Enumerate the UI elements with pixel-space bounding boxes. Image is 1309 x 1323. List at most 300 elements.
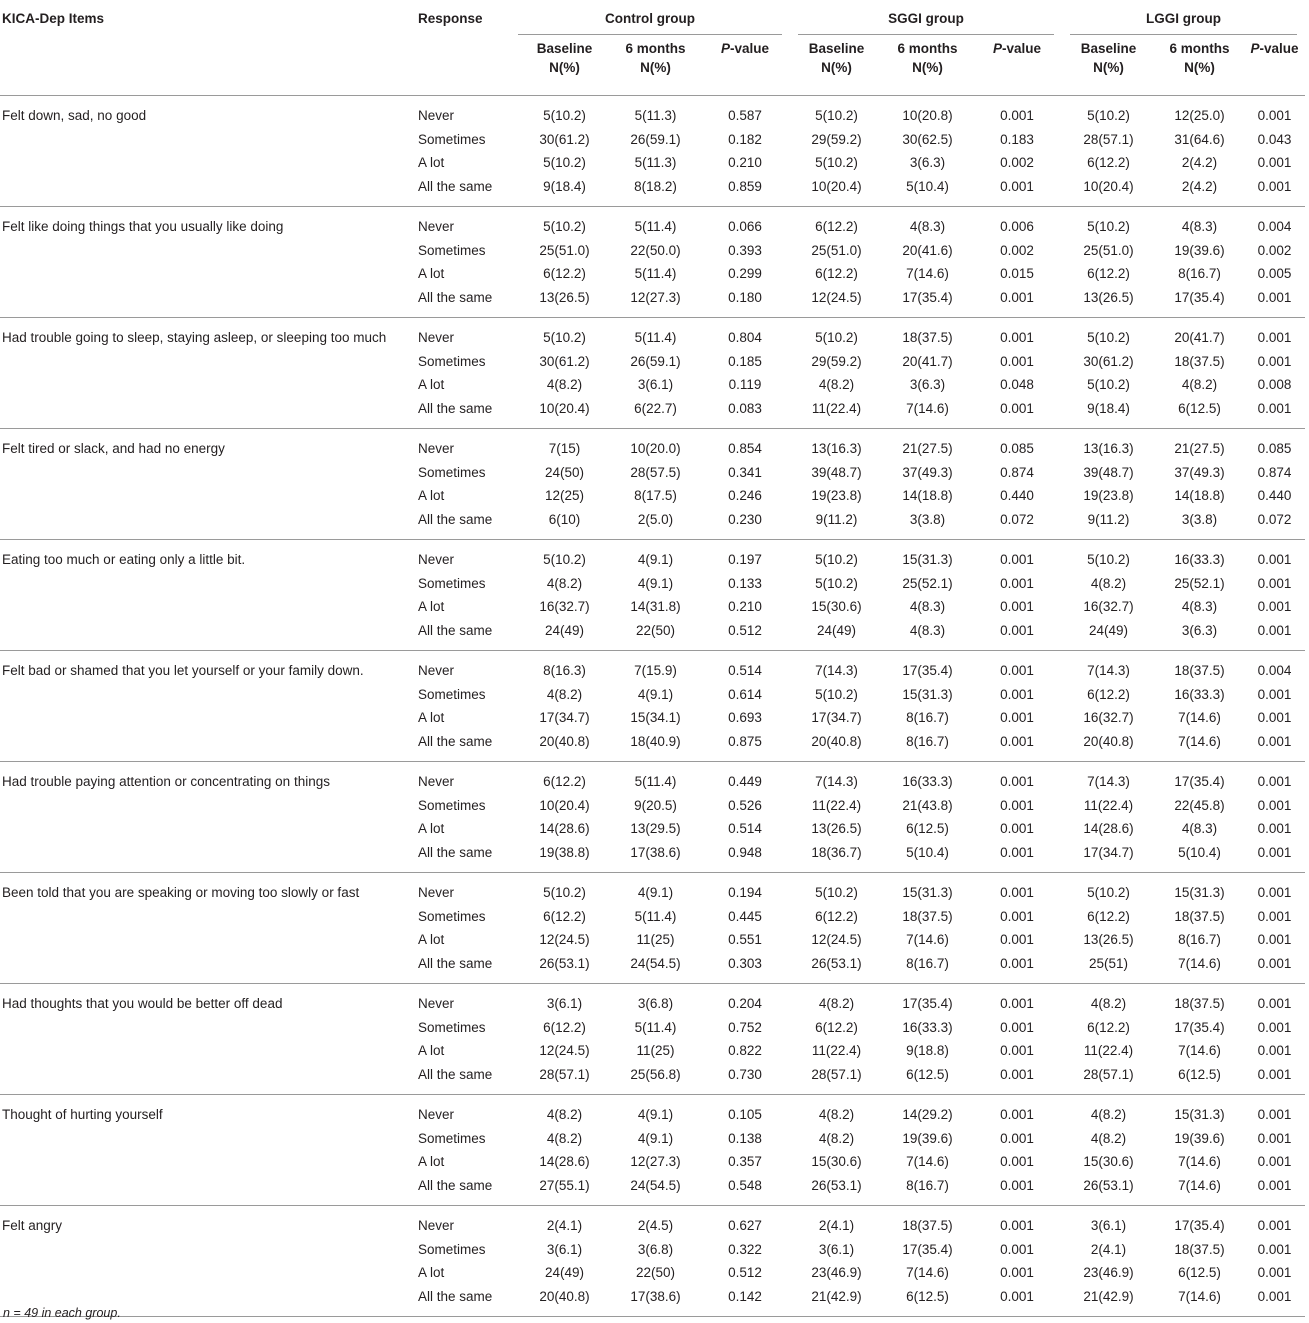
- lggi-6-months-cell: 17(35.4): [1174, 1218, 1225, 1233]
- control-baseline-cell: 5(10.2): [543, 330, 586, 345]
- control-p-value-cell: 0.730: [700, 1063, 790, 1095]
- item-label: Been told that you are speaking or moving too slowly or fast: [2, 885, 360, 900]
- lggi-6-months-cell: 7(14.6): [1178, 1043, 1221, 1058]
- lggi-6-months-cell: 4(8.2): [1181, 377, 1218, 392]
- sggi-baseline-cell: 13(16.3): [811, 441, 862, 456]
- control-baseline-cell: 17(34.7): [539, 710, 590, 725]
- item-label: [0, 262, 418, 286]
- sggi-6-months-cell: 21(27.5): [902, 441, 953, 456]
- sggi-6-months-cell: 25(52.1): [902, 575, 953, 591]
- control-baseline-cell: 6(10): [518, 508, 611, 540]
- lggi-6-months-cell: 15(31.3): [1174, 1107, 1225, 1122]
- header-group-lggi: LGGI group: [1062, 0, 1305, 35]
- response-label: Sometimes: [418, 1241, 486, 1257]
- lggi-6-months-cell: 17(35.4): [1155, 286, 1244, 318]
- lggi-baseline-cell: 24(49): [1062, 619, 1155, 651]
- lggi-baseline-cell: 5(10.2): [1087, 552, 1130, 567]
- lggi-6-months-cell: 22(45.8): [1174, 797, 1225, 813]
- control-baseline-cell: 24(49): [518, 619, 611, 651]
- lggi-6-months-cell: 25(52.1): [1174, 575, 1225, 591]
- lggi-6-months-cell: 7(14.6): [1155, 730, 1244, 762]
- control-6-months-cell: 5(11.4): [634, 330, 677, 345]
- lggi-6-months-cell: 16(33.3): [1174, 686, 1225, 702]
- sggi-6-months-cell: 18(37.5): [902, 908, 953, 924]
- lggi-p-value-cell: 0.001: [1244, 286, 1305, 318]
- lggi-p-value-cell: 0.001: [1257, 797, 1292, 813]
- response-label: Never: [418, 219, 455, 234]
- item-label: [0, 151, 418, 175]
- control-6-months-cell: 12(27.3): [611, 286, 700, 318]
- sggi-baseline-cell: 7(14.3): [815, 663, 858, 678]
- control-baseline-cell: 9(18.4): [518, 175, 611, 207]
- lggi-6-months-cell: 4(8.3): [1181, 599, 1218, 614]
- lggi-baseline-cell: 11(22.4): [1083, 1043, 1134, 1058]
- sggi-p-value-cell: 0.001: [1000, 552, 1034, 567]
- response-label: All the same: [418, 397, 518, 429]
- sggi-6-months-cell: 8(16.7): [883, 730, 972, 762]
- table-row: [0, 262, 1305, 286]
- sggi-p-value-cell: 0.001: [1000, 1019, 1034, 1035]
- lggi-p-value-cell: 0.001: [1257, 1265, 1292, 1280]
- lggi-6-months-cell: 5(10.4): [1155, 841, 1244, 873]
- sggi-baseline-cell: 5(10.2): [815, 575, 858, 591]
- control-p-value-cell: 0.854: [728, 441, 762, 456]
- response-label: All the same: [418, 1063, 518, 1095]
- table-row: [0, 461, 1305, 485]
- control-baseline-cell: 2(4.1): [546, 1218, 583, 1233]
- lggi-baseline-cell: 16(32.7): [1083, 599, 1134, 614]
- sggi-p-value-cell: 0.001: [1000, 353, 1034, 369]
- lggi-p-value-cell: 0.001: [1257, 155, 1292, 170]
- control-p-value-cell: 0.246: [728, 488, 762, 503]
- lggi-6-months-cell: 6(12.5): [1155, 1063, 1244, 1095]
- sggi-baseline-cell: 12(24.5): [790, 286, 883, 318]
- lggi-baseline-cell: 28(57.1): [1062, 1063, 1155, 1095]
- control-p-value-cell: 0.303: [700, 952, 790, 984]
- sggi-baseline-cell: 28(57.1): [790, 1063, 883, 1095]
- sggi-6-months-cell: 18(37.5): [902, 330, 953, 345]
- lggi-baseline-cell: 4(8.2): [1090, 1107, 1127, 1122]
- item-label: [0, 128, 418, 152]
- control-p-value-cell: 0.210: [728, 155, 762, 170]
- item-label: [0, 619, 418, 651]
- sggi-6-months-cell: 16(33.3): [902, 774, 953, 789]
- control-6-months-cell: 5(11.4): [634, 219, 677, 234]
- item-label: [0, 1016, 418, 1040]
- sggi-6-months-cell: 3(6.3): [909, 377, 946, 392]
- table-row: [0, 207, 1305, 239]
- control-p-value-cell: 0.587: [728, 108, 762, 123]
- table-row: [0, 873, 1305, 905]
- control-p-value-cell: 0.449: [728, 774, 762, 789]
- sggi-baseline-cell: 20(40.8): [790, 730, 883, 762]
- table-row: [0, 540, 1305, 572]
- response-label: All the same: [418, 508, 518, 540]
- sggi-baseline-cell: 10(20.4): [790, 175, 883, 207]
- sggi-p-value-cell: 0.001: [972, 397, 1062, 429]
- lggi-6-months-cell: 7(14.6): [1178, 710, 1221, 725]
- control-p-value-cell: 0.185: [728, 353, 762, 369]
- table-row: [0, 706, 1305, 730]
- lggi-baseline-cell: 5(10.2): [1087, 330, 1130, 345]
- lggi-baseline-cell: 26(53.1): [1062, 1174, 1155, 1206]
- sggi-baseline-cell: 39(48.7): [811, 464, 862, 480]
- control-baseline-cell: 19(38.8): [518, 841, 611, 873]
- control-6-months-cell: 4(9.1): [637, 885, 674, 900]
- item-label: Felt down, sad, no good: [2, 108, 147, 123]
- item-label: [0, 572, 418, 596]
- sggi-p-value-cell: 0.001: [972, 730, 1062, 762]
- lggi-p-value-cell: 0.001: [1257, 1130, 1292, 1146]
- lggi-6-months-cell: 20(41.7): [1174, 330, 1225, 345]
- item-label: [0, 1039, 418, 1063]
- item-label: Felt tired or slack, and had no energy: [2, 441, 225, 456]
- lggi-baseline-cell: 17(34.7): [1062, 841, 1155, 873]
- table-row: [0, 1127, 1305, 1151]
- control-baseline-cell: 5(10.2): [543, 885, 586, 900]
- sggi-p-value-cell: 0.874: [1000, 464, 1034, 480]
- lggi-baseline-cell: 25(51.0): [1083, 242, 1134, 258]
- lggi-baseline-cell: 6(12.2): [1087, 155, 1130, 170]
- item-label: [0, 1127, 418, 1151]
- response-label: Never: [418, 330, 455, 345]
- control-p-value-cell: 0.514: [728, 663, 762, 678]
- sggi-p-value-cell: 0.001: [1000, 575, 1034, 591]
- control-6-months-cell: 24(54.5): [611, 1174, 700, 1206]
- response-label: Sometimes: [418, 1130, 486, 1146]
- sggi-p-value-cell: 0.001: [972, 619, 1062, 651]
- table-row: [0, 928, 1305, 952]
- sggi-baseline-cell: 11(22.4): [790, 397, 883, 429]
- lggi-6-months-cell: 15(31.3): [1174, 885, 1225, 900]
- sggi-p-value-cell: 0.001: [1000, 821, 1034, 836]
- sggi-6-months-cell: 20(41.7): [902, 353, 953, 369]
- sggi-6-months-cell: 7(14.6): [883, 397, 972, 429]
- control-p-value-cell: 0.514: [728, 821, 762, 836]
- control-p-value-cell: 0.204: [728, 996, 762, 1011]
- control-p-value-cell: 0.551: [728, 932, 762, 947]
- sggi-6-months-cell: 6(12.5): [883, 1063, 972, 1095]
- sggi-p-value-cell: 0.085: [1000, 441, 1034, 456]
- lggi-6-months-cell: 4(8.3): [1181, 821, 1218, 836]
- item-label: [0, 484, 418, 508]
- sggi-baseline-cell: 24(49): [790, 619, 883, 651]
- control-baseline-cell: 4(8.2): [546, 575, 583, 591]
- response-label: Sometimes: [418, 797, 486, 813]
- control-baseline-cell: 10(20.4): [539, 797, 590, 813]
- control-p-value-cell: 0.230: [700, 508, 790, 540]
- control-baseline-cell: 7(15): [548, 441, 581, 456]
- header-row-groups: [0, 0, 1305, 35]
- sggi-baseline-cell: 6(12.2): [815, 266, 858, 281]
- sggi-6-months-cell: 15(31.3): [902, 686, 953, 702]
- control-p-value-cell: 0.357: [728, 1154, 762, 1169]
- sggi-baseline-cell: 5(10.2): [815, 155, 858, 170]
- control-baseline-cell: 27(55.1): [518, 1174, 611, 1206]
- lggi-p-value-cell: 0.001: [1257, 885, 1292, 900]
- control-baseline-cell: 12(25): [544, 488, 585, 503]
- response-label: Sometimes: [418, 908, 486, 924]
- lggi-p-value-cell: 0.004: [1257, 219, 1292, 234]
- control-baseline-cell: 8(16.3): [543, 663, 586, 678]
- sggi-p-value-cell: 0.001: [1000, 1154, 1034, 1169]
- table-row: [0, 175, 1305, 207]
- lggi-p-value-cell: 0.001: [1257, 330, 1292, 345]
- response-label: Sometimes: [418, 1019, 486, 1035]
- table-row: [0, 1261, 1305, 1285]
- lggi-6-months-cell: 14(18.8): [1174, 488, 1225, 503]
- control-6-months-cell: 5(11.3): [634, 108, 677, 123]
- sggi-baseline-cell: 6(12.2): [815, 908, 858, 924]
- item-label: [0, 1150, 418, 1174]
- lggi-baseline-cell: 25(51): [1062, 952, 1155, 984]
- sggi-baseline-cell: 13(26.5): [811, 821, 862, 836]
- sggi-baseline-cell: 12(24.5): [811, 932, 862, 947]
- sggi-p-value-cell: 0.001: [1000, 330, 1034, 345]
- lggi-baseline-cell: 10(20.4): [1062, 175, 1155, 207]
- lggi-p-value-cell: 0.001: [1257, 353, 1292, 369]
- sggi-6-months-cell: 15(31.3): [902, 552, 953, 567]
- control-6-months-cell: 5(11.4): [634, 908, 677, 924]
- lggi-p-value-cell: 0.001: [1244, 619, 1305, 651]
- sggi-baseline-cell: 2(4.1): [818, 1218, 855, 1233]
- lggi-baseline-cell: 5(10.2): [1087, 219, 1130, 234]
- table-row: [0, 318, 1305, 350]
- lggi-p-value-cell: 0.043: [1257, 131, 1292, 147]
- response-label: All the same: [418, 952, 518, 984]
- sggi-6-months-cell: 7(14.6): [906, 1154, 949, 1169]
- response-label: A lot: [418, 710, 445, 725]
- sggi-baseline-cell: 4(8.2): [818, 996, 855, 1011]
- lggi-baseline-cell: 13(26.5): [1083, 932, 1134, 947]
- lggi-6-months-cell: 16(33.3): [1174, 552, 1225, 567]
- table-row: [0, 429, 1305, 461]
- response-label: Sometimes: [418, 464, 486, 480]
- sggi-p-value-cell: 0.001: [1000, 885, 1034, 900]
- table-row: [0, 572, 1305, 596]
- lggi-p-value-cell: 0.001: [1257, 1154, 1292, 1169]
- sggi-baseline-cell: 26(53.1): [790, 952, 883, 984]
- control-p-value-cell: 0.393: [728, 242, 762, 258]
- control-baseline-cell: 12(24.5): [539, 932, 590, 947]
- control-6-months-cell: 2(4.5): [637, 1218, 674, 1233]
- header-group-control: Control group: [518, 0, 790, 35]
- lggi-p-value-cell: 0.001: [1257, 932, 1292, 947]
- sggi-6-months-cell: 20(41.6): [902, 242, 953, 258]
- item-label: [0, 1063, 418, 1095]
- table-row: [0, 484, 1305, 508]
- lggi-p-value-cell: 0.008: [1257, 377, 1292, 392]
- item-label: Had thoughts that you would be better off dead: [2, 996, 283, 1011]
- response-label: A lot: [418, 1043, 445, 1058]
- lggi-6-months-cell: 18(37.5): [1174, 663, 1225, 678]
- control-baseline-cell: 4(8.2): [546, 1107, 583, 1122]
- item-label: Felt bad or shamed that you let yourself or your family down.: [2, 663, 364, 678]
- control-6-months-cell: 26(59.1): [630, 131, 681, 147]
- response-label: A lot: [418, 599, 445, 614]
- sggi-baseline-cell: 17(34.7): [811, 710, 862, 725]
- control-6-months-cell: 6(22.7): [611, 397, 700, 429]
- sggi-baseline-cell: 23(46.9): [811, 1265, 862, 1280]
- lggi-6-months-cell: 18(37.5): [1174, 353, 1225, 369]
- control-baseline-cell: 4(8.2): [546, 686, 583, 702]
- control-baseline-cell: 24(50): [544, 464, 585, 480]
- response-label: Never: [418, 774, 455, 789]
- control-6-months-cell: 4(9.1): [637, 686, 674, 702]
- sggi-p-value-cell: 0.001: [1000, 908, 1034, 924]
- item-label: [0, 928, 418, 952]
- control-baseline-cell: 10(20.4): [518, 397, 611, 429]
- control-baseline-cell: 14(28.6): [539, 821, 590, 836]
- lggi-6-months-cell: 12(25.0): [1174, 108, 1225, 123]
- subheader-6-months: 6 months N(%): [897, 41, 958, 75]
- sggi-6-months-cell: 6(12.5): [906, 821, 949, 836]
- sggi-6-months-cell: 30(62.5): [902, 131, 953, 147]
- table-row: [0, 1016, 1305, 1040]
- control-6-months-cell: 4(9.1): [637, 1107, 674, 1122]
- sggi-p-value-cell: 0.001: [972, 286, 1062, 318]
- sggi-baseline-cell: 26(53.1): [790, 1174, 883, 1206]
- sggi-6-months-cell: 14(18.8): [902, 488, 953, 503]
- control-p-value-cell: 0.180: [700, 286, 790, 318]
- lggi-6-months-cell: 18(37.5): [1174, 1241, 1225, 1257]
- response-label: A lot: [418, 266, 445, 281]
- sggi-p-value-cell: 0.002: [1000, 155, 1034, 170]
- control-baseline-cell: 24(49): [544, 1265, 585, 1280]
- sggi-p-value-cell: 0.001: [1000, 599, 1034, 614]
- response-label: All the same: [418, 619, 518, 651]
- item-label: [0, 239, 418, 263]
- response-label: All the same: [418, 841, 518, 873]
- item-label: [0, 952, 418, 984]
- lggi-baseline-cell: 4(8.2): [1090, 575, 1127, 591]
- item-label: Had trouble paying attention or concentrating on things: [2, 774, 330, 789]
- sggi-p-value-cell: 0.001: [1000, 710, 1034, 725]
- sggi-baseline-cell: 5(10.2): [815, 330, 858, 345]
- lggi-6-months-cell: 37(49.3): [1174, 464, 1225, 480]
- control-p-value-cell: 0.445: [728, 908, 762, 924]
- sggi-6-months-cell: 8(16.7): [906, 710, 949, 725]
- control-p-value-cell: 0.194: [728, 885, 762, 900]
- sggi-6-months-cell: 6(12.5): [883, 1285, 972, 1317]
- lggi-baseline-cell: 6(12.2): [1087, 686, 1130, 702]
- sggi-p-value-cell: 0.001: [1000, 663, 1034, 678]
- sggi-baseline-cell: 5(10.2): [815, 686, 858, 702]
- response-label: Never: [418, 1218, 455, 1233]
- control-p-value-cell: 0.693: [728, 710, 762, 725]
- sggi-6-months-cell: 7(14.6): [906, 932, 949, 947]
- control-baseline-cell: 14(28.6): [539, 1154, 590, 1169]
- table-body: [0, 96, 1305, 1317]
- lggi-p-value-cell: 0.004: [1257, 663, 1292, 678]
- sggi-6-months-cell: 4(8.3): [909, 219, 946, 234]
- header-response: Response: [418, 11, 483, 26]
- control-baseline-cell: 3(6.1): [546, 1241, 583, 1257]
- control-p-value-cell: 0.138: [728, 1130, 762, 1146]
- control-6-months-cell: 22(50.0): [630, 242, 681, 258]
- sggi-6-months-cell: 4(8.3): [909, 599, 946, 614]
- lggi-baseline-cell: 7(14.3): [1087, 663, 1130, 678]
- subheader-baseline: Baseline N(%): [1080, 41, 1137, 75]
- sggi-p-value-cell: 0.001: [1000, 797, 1034, 813]
- table-row: [0, 286, 1305, 318]
- lggi-baseline-cell: 4(8.2): [1090, 1130, 1127, 1146]
- lggi-p-value-cell: 0.001: [1257, 774, 1292, 789]
- response-label: All the same: [418, 1174, 518, 1206]
- sggi-6-months-cell: 18(37.5): [902, 1218, 953, 1233]
- table-row: [0, 1206, 1305, 1238]
- sggi-p-value-cell: 0.015: [1000, 266, 1034, 281]
- sggi-p-value-cell: 0.001: [972, 952, 1062, 984]
- sggi-p-value-cell: 0.183: [1000, 131, 1034, 147]
- response-label: A lot: [418, 932, 445, 947]
- item-label: [0, 286, 418, 318]
- control-6-months-cell: 2(5.0): [611, 508, 700, 540]
- sggi-p-value-cell: 0.001: [1000, 774, 1034, 789]
- footnote: n = 49 in each group.: [3, 1306, 121, 1320]
- lggi-p-value-cell: 0.002: [1257, 242, 1292, 258]
- control-6-months-cell: 3(6.8): [637, 996, 674, 1011]
- lggi-baseline-cell: 5(10.2): [1087, 885, 1130, 900]
- control-p-value-cell: 0.119: [728, 377, 762, 392]
- item-label: [0, 1261, 418, 1285]
- lggi-baseline-cell: 28(57.1): [1083, 131, 1134, 147]
- lggi-baseline-cell: 7(14.3): [1087, 774, 1130, 789]
- control-6-months-cell: 4(9.1): [637, 552, 674, 567]
- sggi-6-months-cell: 14(29.2): [902, 1107, 953, 1122]
- control-baseline-cell: 5(10.2): [543, 108, 586, 123]
- lggi-p-value-cell: 0.001: [1244, 841, 1305, 873]
- sggi-p-value-cell: 0.006: [1000, 219, 1034, 234]
- lggi-6-months-cell: 8(16.7): [1178, 932, 1221, 947]
- item-label: [0, 1174, 418, 1206]
- lggi-p-value-cell: 0.001: [1257, 108, 1292, 123]
- table-row: [0, 1150, 1305, 1174]
- control-p-value-cell: 0.875: [700, 730, 790, 762]
- lggi-6-months-cell: 21(27.5): [1174, 441, 1225, 456]
- lggi-6-months-cell: 17(35.4): [1174, 1019, 1225, 1035]
- lggi-baseline-cell: 19(23.8): [1083, 488, 1134, 503]
- sggi-baseline-cell: 5(10.2): [815, 108, 858, 123]
- table-row: [0, 1238, 1305, 1262]
- control-6-months-cell: 10(20.0): [630, 441, 681, 456]
- control-6-months-cell: 15(34.1): [630, 710, 681, 725]
- sggi-p-value-cell: 0.001: [1000, 108, 1034, 123]
- sggi-baseline-cell: 6(12.2): [815, 219, 858, 234]
- lggi-baseline-cell: 13(16.3): [1083, 441, 1134, 456]
- lggi-p-value-cell: 0.005: [1257, 266, 1292, 281]
- sggi-baseline-cell: 21(42.9): [790, 1285, 883, 1317]
- subheader-p-value: P-value: [720, 41, 770, 56]
- table-row: [0, 905, 1305, 929]
- lggi-baseline-cell: 4(8.2): [1090, 996, 1127, 1011]
- response-label: Never: [418, 663, 455, 678]
- table-row: [0, 762, 1305, 794]
- table-header: [0, 0, 1305, 96]
- table-row: [0, 984, 1305, 1016]
- item-label: [0, 373, 418, 397]
- item-label: Had trouble going to sleep, staying asleep, or sleeping too much: [2, 330, 387, 345]
- lggi-baseline-cell: 21(42.9): [1062, 1285, 1155, 1317]
- lggi-6-months-cell: 19(39.6): [1174, 1130, 1225, 1146]
- lggi-baseline-cell: 3(6.1): [1090, 1218, 1127, 1233]
- lggi-p-value-cell: 0.001: [1244, 1063, 1305, 1095]
- sggi-6-months-cell: 5(10.4): [883, 841, 972, 873]
- sggi-p-value-cell: 0.001: [1000, 686, 1034, 702]
- sggi-baseline-cell: 29(59.2): [811, 353, 862, 369]
- table-row: [0, 1285, 1305, 1317]
- control-baseline-cell: 20(40.8): [518, 730, 611, 762]
